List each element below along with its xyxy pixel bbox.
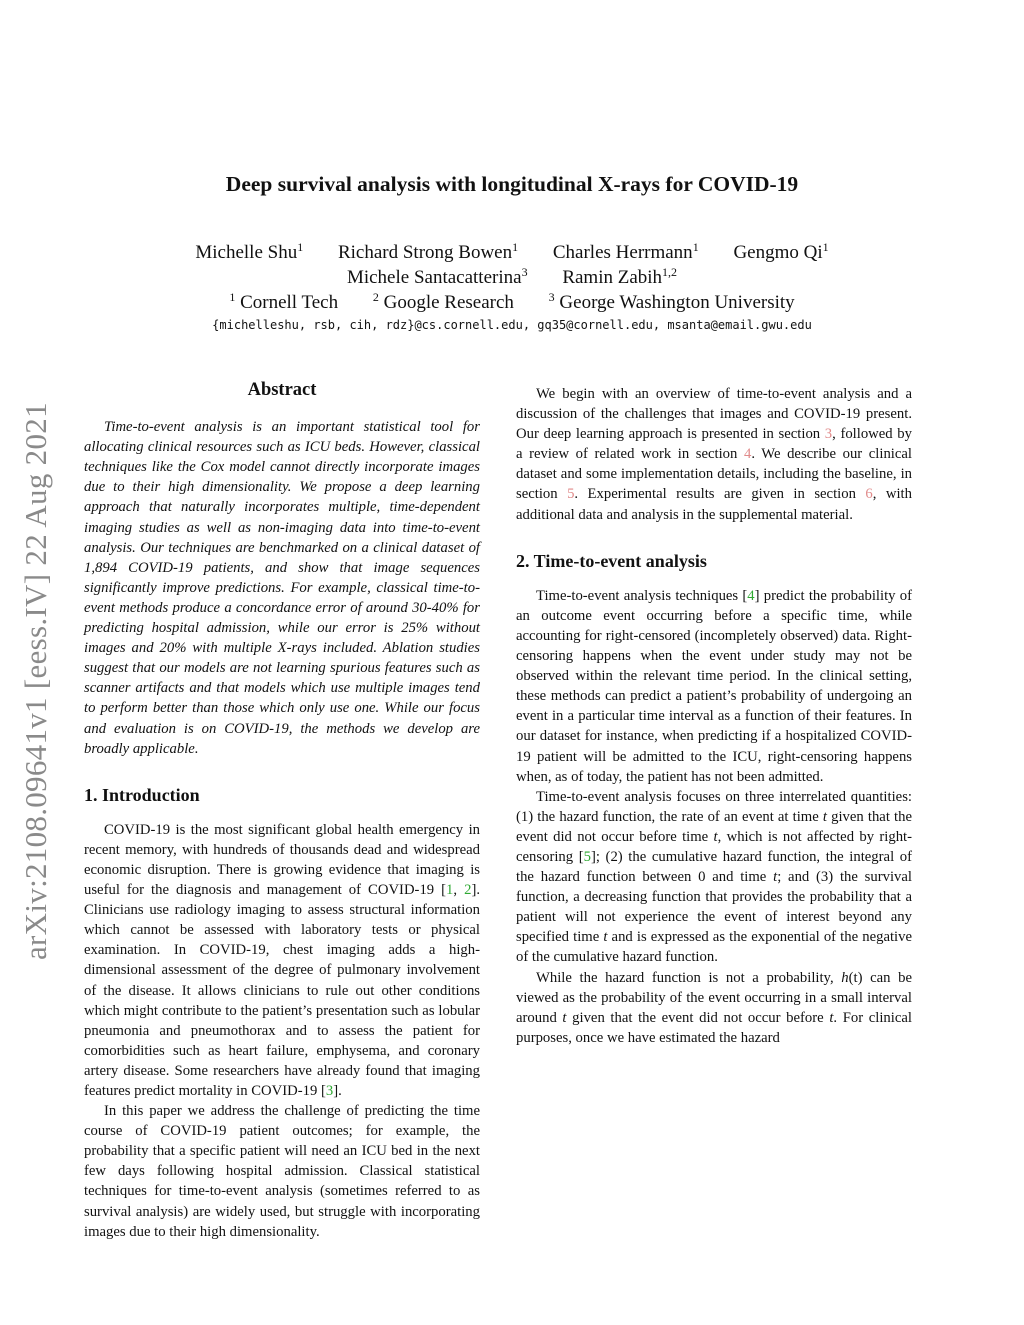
author-emails: {michelleshu, rsb, cih, rdz}@cs.cornell.edu, gq35@cornell.edu, msanta@email.gwu.edu xyxy=(212,318,812,332)
math-var: t xyxy=(713,828,718,845)
abstract-text: Time-to-event analysis is an important statistical tool for allocating clinical resources such as ICU beds. However, classical techniques like the Cox model cannot directly incorporate images due to their high dimensionality. We propose a deep learning approach that naturally incorporates multiple, time-dependent imaging studies as well as non-imaging data into time-to-event analysis. Our techniques are benchmarked on a clinical dataset of 1,894 COVID-19 patients, and show that image sequences significantly improve predictions. For example, classical time-to-event methods produce a concordance error of around 30-40% for predicting hospital admission, while our error is 25% without images and 20% with multiple X-rays included. Ablation studies suggest that our models are not learning spurious features such as scanner artifacts and that models which use multiple images tend to perform better than those which only use one. While our focus and evaluation is on COVID-19, the methods we develop are broadly applicable. xyxy=(84,419,480,757)
section-ref-link[interactable]: 3 xyxy=(824,426,833,443)
text-run: , which is not affected by right-censoring [ xyxy=(516,828,913,865)
section-heading-time-to-event: 2. Time-to-event analysis xyxy=(516,550,707,571)
affiliation xyxy=(373,292,514,313)
author-name: Michelle Shu xyxy=(195,242,298,263)
intro-paragraph-3 xyxy=(516,384,912,525)
author-block xyxy=(0,240,1024,315)
author-affil: 3 xyxy=(521,265,528,279)
text-run: ]; (2) the cumulative hazard function, the integral of the hazard function between 0 and time xyxy=(516,848,912,886)
author xyxy=(195,242,303,263)
text-run: , followed by a review of related work in section xyxy=(516,426,912,463)
citation-link[interactable]: 1 xyxy=(446,882,454,899)
author-name: Michele Santacatterina xyxy=(346,267,522,288)
affiliation-number: 2 xyxy=(372,290,379,304)
text-run: Time-to-event analysis techniques [ xyxy=(536,587,748,604)
text-run: given that the event did not occur before xyxy=(566,1009,830,1026)
affiliation-name: George Washington University xyxy=(559,292,795,313)
text-run: We begin with an overview of time-to-event analysis and a discussion of the challenges that images and COVID-19 present. Our deep learning approach is presented in section xyxy=(516,386,912,443)
author xyxy=(553,242,699,263)
author-name: Richard Strong Bowen xyxy=(337,242,513,263)
citation-link[interactable]: 2 xyxy=(464,882,472,899)
math-var: t xyxy=(562,1009,567,1026)
author-name: Gengmo Qi xyxy=(733,242,823,263)
paper-title: Deep survival analysis with longitudinal X-rays for COVID-19 xyxy=(225,172,799,196)
tte-paragraph-2 xyxy=(516,787,912,968)
text-run: While the hazard function is not a probability, xyxy=(536,969,842,986)
author-affil: 1 xyxy=(692,240,699,254)
author-affil: 1,2 xyxy=(662,265,678,279)
text-run: and is expressed as the exponential of the negative of the cumulative hazard function. xyxy=(516,929,912,966)
author-affil: 1 xyxy=(297,240,304,254)
tte-paragraph-3 xyxy=(516,968,912,1048)
citation-link[interactable]: 5 xyxy=(583,848,591,865)
author xyxy=(338,242,518,263)
tte-paragraph-1 xyxy=(516,586,912,787)
text-run: . We describe our clinical dataset and some implementation details, including the baseline, in section xyxy=(516,446,912,503)
left-column xyxy=(84,380,480,1242)
citation-link[interactable]: 3 xyxy=(325,1083,334,1099)
section-ref-link[interactable]: 4 xyxy=(743,446,752,463)
author-row-1 xyxy=(0,240,1024,265)
author xyxy=(733,242,828,263)
author-name: Ramin Zabih xyxy=(562,267,663,288)
intro-paragraph-2: In this paper we address the challenge of predicting the time course of COVID-19 patient outcomes; for example, the probability that a specific patient will need an ICU bed in the next few days following hospital admission. Classical statistical techniques for time-to-event analysis (sometimes referred to as survival analysis) are widely used, but struggle with incorporating images due to their high dimensionality. xyxy=(84,1103,480,1240)
affiliation-name: Google Research xyxy=(383,292,514,313)
text-run: ]. xyxy=(333,1083,342,1099)
text-run: . Experimental results are given in section xyxy=(574,486,866,503)
arxiv-identifier: arXiv:2108.09641v1 [eess.IV] 22 Aug 2021 xyxy=(18,402,53,960)
affiliation-name: Cornell Tech xyxy=(240,292,339,313)
text-run: ] predict the probability of an outcome event occurring before a specific time, while accounting for right-censored (incompletely observed) data. Right-censoring happens when the event under study may not be observed within the relevant time period. In the clinical setting, these methods can predict a patient’s probability of undergoing an event in a particular time interval as a function of their features. In our dataset for instance, when predicting if a hospitalized COVID-19 patient will be admitted to the ICU, right-censoring happens when, as of today, the patient has not been admitted. xyxy=(516,587,912,785)
section-ref-link[interactable]: 6 xyxy=(865,486,873,503)
text-run: , xyxy=(453,882,465,899)
author xyxy=(562,267,677,288)
author-row-2 xyxy=(0,265,1024,290)
author-name: Charles Herrmann xyxy=(552,242,693,263)
text-run: , with additional data and analysis in the supplemental material. xyxy=(516,486,912,523)
affiliation xyxy=(549,292,795,313)
math-expr: (t) xyxy=(848,969,863,986)
math-var: t xyxy=(829,1009,834,1026)
author-affil: 1 xyxy=(822,240,829,254)
text-run: can be viewed as the probability of the event occurring in a small interval around xyxy=(516,969,913,1026)
intro-paragraph-1 xyxy=(84,820,480,1101)
text-run: ]. Clinicians use radiology imaging to assess structural information which cannot be assessed with laboratory tests or physical examination. In COVID-19, chest imaging adds a high-dimensional assessment of the degree of pulmonary involvement of the disease. It allows clinicians to rule out other conditions which might contribute to the patient’s presentation such as lobular pneumonia and pneumothorax and to assess the patient for comorbidities such as heart failure, emphysema, and coronary artery disease. Some researchers have already found that imaging features predict mortality in COVID-19 [ xyxy=(84,882,481,1099)
affiliation-number: 3 xyxy=(548,290,555,304)
abstract-heading: Abstract xyxy=(247,380,317,400)
author-affil: 1 xyxy=(512,240,519,254)
text-run: ; and (3) the survival function, a decreasing function that provides the probability that a patient will not experience the event of interest beyond any specified time xyxy=(516,869,912,946)
affiliation-number: 1 xyxy=(229,290,236,304)
citation-link[interactable]: 4 xyxy=(747,587,755,604)
text-run: Time-to-event analysis focuses on three interrelated quantities: (1) the hazard function, the rate of an event at time xyxy=(516,788,912,825)
text-run: COVID-19 is the most significant global health emergency in recent memory, with hundreds of thousands dead and widespread economic disruption. There is growing evidence that imaging is useful for the diagnosis and management of COVID-19 [ xyxy=(84,821,480,899)
section-heading-introduction: 1. Introduction xyxy=(84,784,200,805)
affiliation-row xyxy=(0,290,1024,315)
right-column xyxy=(516,384,912,1048)
affiliation xyxy=(229,292,338,313)
math-var: t xyxy=(773,869,778,886)
math-var: t xyxy=(603,929,608,946)
author xyxy=(347,267,528,288)
math-var: h xyxy=(841,969,849,986)
math-var: t xyxy=(822,808,827,825)
text-run: . For clinical purposes, once we have estimated the hazard xyxy=(516,1009,912,1046)
section-ref-link[interactable]: 5 xyxy=(567,486,575,503)
text-run: given that the event did not occur before time xyxy=(516,808,912,845)
